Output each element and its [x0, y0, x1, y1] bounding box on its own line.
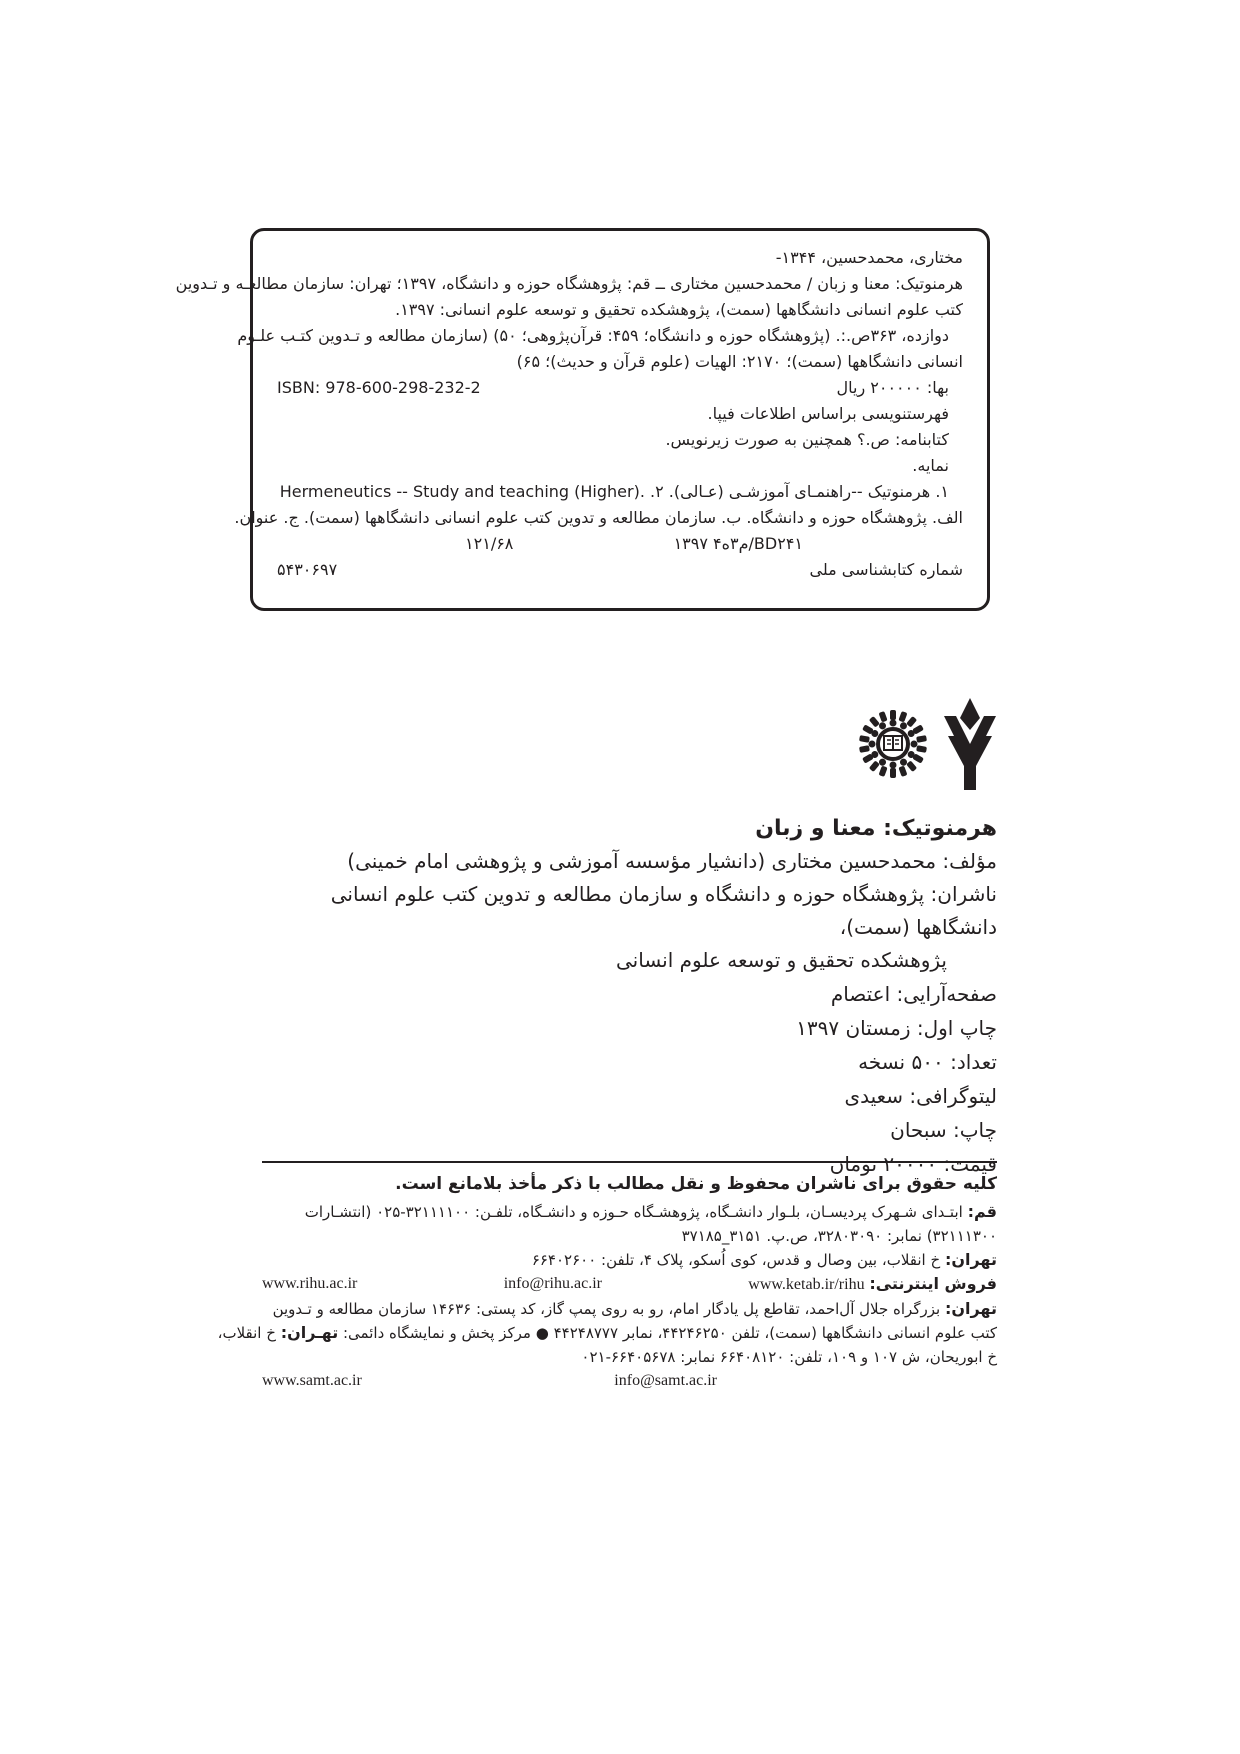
cip-national-label: شماره کتابشناسی ملی: [809, 560, 963, 579]
publisher-logos: [858, 696, 998, 792]
samt-website-link[interactable]: www.samt.ac.ir: [262, 1372, 362, 1389]
samt-address-text: بزرگراه جلال آل‌احمد، تقاطع پل یادگار امام، رو به روی پمپ گاز، کد پستی: ۱۴۶۳۶ سازمان مطالعه و تـدوین: [272, 1300, 941, 1318]
rights-notice: کلیه حقوق برای ناشران محفوظ و نقل مطالب با ذکر مأخذ بلامانع است.: [395, 1174, 997, 1194]
cip-index-note: نمایه.: [912, 456, 949, 475]
samt-address-continued: [217, 1321, 997, 1345]
divider: [262, 1161, 997, 1163]
cip-added-entries: الف. پژوهشگاه حوزه و دانشگاه. ب. سازمان مطالعه و تدوین کتب علوم انسانی دانشگاهها (سمت). ج. عنوان.: [234, 508, 963, 527]
samt-address: [262, 1297, 997, 1321]
rihu-logo-icon: [942, 696, 998, 792]
ketab-link[interactable]: www.ketab.ir/rihu: [748, 1276, 865, 1293]
book-copies: تعداد: ۵۰۰ نسخه: [858, 1050, 997, 1074]
cip-fipa-note: فهرستنویسی براساس اطلاعات فیپا.: [707, 404, 949, 423]
book-printing: چاپ: سبحان: [890, 1118, 997, 1142]
rihu-email-link[interactable]: info@rihu.ac.ir: [503, 1275, 602, 1292]
book-publishers-continued: پژوهشکده تحقیق و توسعه علوم انسانی: [615, 948, 947, 972]
samt-center-address: خ ابوریحان، ش ۱۰۷ و ۱۰۹، تلفن: ۶۶۴۰۸۱۲۰ نمابر: ۶۶۴۰۵۶۷۸-۰۲۱: [581, 1348, 997, 1366]
cip-subject-en: Hermeneutics -- Study and teaching (Higher).: [279, 482, 645, 501]
samt-email-link[interactable]: info@samt.ac.ir: [614, 1372, 717, 1389]
cip-classification-row: [277, 531, 963, 557]
cip-bibliography-note: کتابنامه: ص.؟ همچنین به صورت زیرنویس.: [665, 430, 949, 449]
cip-author: مختاری، محمدحسین، ۱۳۴۴-: [775, 248, 963, 267]
cip-isbn: ISBN: 978-600-298-232-2: [277, 378, 481, 397]
cip-national-row: [277, 557, 963, 583]
cip-title-line: هرمنوتیک: معنا و زبان / محمدحسین مختاری ــ قم: پژوهشگاه حوزه و دانشگاه، ۱۳۹۷؛ تهران: سازمان مطالعـه و تـدوین: [175, 274, 963, 293]
qom-label: قم:: [967, 1202, 997, 1221]
tehran-address: [262, 1248, 997, 1272]
book-details: [262, 812, 997, 1181]
cip-price: بها: ۲۰۰۰۰۰ ریال: [836, 378, 949, 397]
book-author: مؤلف: محمدحسین مختاری (دانشیار مؤسسه آموزشی و پژوهشی امام خمینی): [347, 849, 997, 873]
cip-price-row: [277, 375, 963, 401]
book-title: هرمنوتیک: معنا و زبان: [755, 816, 997, 841]
cip-lc-number: BD۲۴۱/م۳ه۴ ۱۳۹۷: [673, 534, 803, 553]
cip-dewey-number: ۱۲۱/۶۸: [465, 534, 514, 553]
samt-emblem-icon: [858, 709, 928, 779]
samt-contact-text: کتب علوم انسانی دانشگاهها (سمت)، تلفن ۴۴۲۴۶۲۵۰، نمابر ۴۴۲۴۸۷۷۷ ● مرکز پخش و نمایشگاه دائمی:: [343, 1324, 997, 1342]
online-sales-row: [262, 1272, 997, 1297]
cip-series-line: انسانی دانشگاهها (سمت)؛ ۲۱۷۰: الهیات (علوم قرآن و حدیث)؛ ۶۵): [516, 352, 963, 371]
qom-address-continued: ۳۲۱۱۱۳۰۰) نمابر: ۳۲۸۰۳۰۹۰، ص.پ. ۳۱۵۱_۳۷۱۸۵: [681, 1227, 997, 1245]
cataloging-box: [175, 228, 990, 611]
tehran-label: تهران:: [944, 1250, 997, 1269]
rihu-website-link[interactable]: www.rihu.ac.ir: [262, 1275, 358, 1292]
book-layout: صفحه‌آرایی: اعتصام: [830, 982, 997, 1006]
cip-title-line: کتب علوم انسانی دانشگاهها (سمت)، پژوهشکده تحقیق و توسعه علوم انسانی: ۱۳۹۷.: [395, 300, 963, 319]
book-edition: چاپ اول: زمستان ۱۳۹۷: [796, 1016, 997, 1040]
book-lithography: لیتوگرافی: سعیدی: [844, 1084, 997, 1108]
samt-web-row: [262, 1369, 997, 1393]
qom-address: [262, 1200, 997, 1224]
tehran-address-text: خ انقلاب، بین وصال و قدس، کوی اُسکو، پلاک ۴، تلفن: ۶۶۴۰۲۶۰۰: [531, 1251, 941, 1269]
book-publishers: ناشران: پژوهشگاه حوزه و دانشگاه و سازمان مطالعه و تدوین کتب علوم انسانی دانشگاهها (سمت)،: [330, 882, 997, 939]
cip-subjects: [277, 479, 963, 505]
tehran-center-label: تهـران:: [280, 1323, 339, 1342]
samt-center-text: خ انقلاب،: [217, 1324, 276, 1342]
cip-series-line: دوازده، ۳۶۳ص.:. (پژوهشگاه حوزه و دانشگاه؛ ۴۵۹: قرآن‌پژوهی؛ ۵۰) (سازمان مطالعه و تـدوین کتـب علـوم: [237, 326, 949, 345]
cip-national-number: ۵۴۳۰۶۹۷: [277, 560, 338, 579]
online-sales-label: فروش اینترنتی:: [869, 1274, 997, 1293]
cip-subject-fa: ۱. هرمنوتیک --راهنمـای آموزشـی (عـالی). ۲.: [650, 482, 949, 501]
publisher-contacts: [217, 1172, 997, 1393]
qom-address-text: ابتـدای شـهرک پردیسـان، بلـوار دانشـگاه، پژوهشـگاه حـوزه و دانشـگاه، تلفـن: ۳۲۱۱۱۱۰۰-۰۲۵ (انتشـارات: [304, 1203, 963, 1221]
book-price: قیمت: ۲۰۰۰۰ تومان: [829, 1152, 997, 1176]
tehran-samt-label: تهران:: [944, 1299, 997, 1318]
